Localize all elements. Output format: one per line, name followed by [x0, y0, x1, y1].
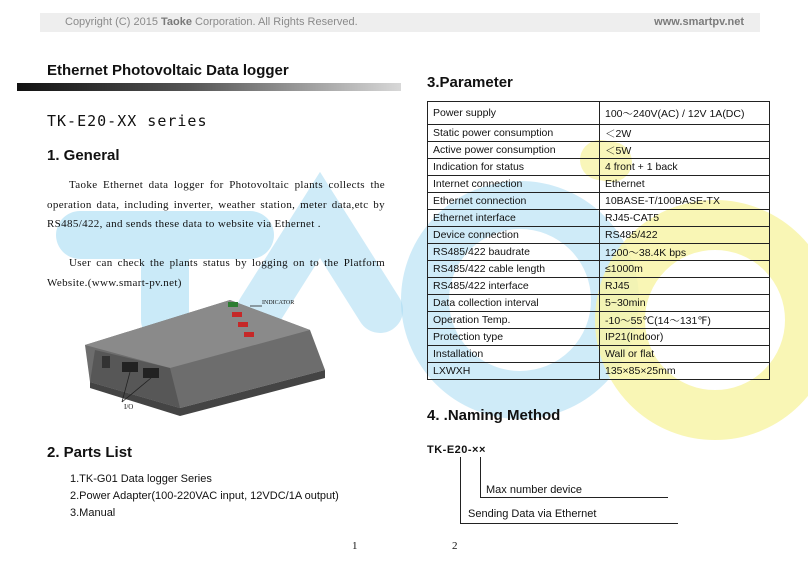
parameter-row	[428, 312, 770, 329]
page-number-left: 1	[352, 540, 358, 552]
parameter-value: ＜5W	[600, 142, 770, 159]
parameter-name: Ethernet interface	[428, 210, 600, 227]
parameter-value: 1200～38.4K bps	[600, 244, 770, 261]
naming-line-sending-vertical	[460, 457, 461, 523]
data-logger-image	[80, 290, 330, 416]
parameter-value: Wall or flat	[600, 346, 770, 363]
naming-line-max-horizontal	[480, 497, 668, 498]
parts-item-2: 2.Power Adapter(100-220VAC input, 12VDC/1A output)	[70, 490, 339, 502]
parameter-row	[428, 244, 770, 261]
parameter-value: 10BASE-T/100BASE-TX	[600, 193, 770, 210]
naming-line-sending-horizontal	[460, 523, 678, 524]
parameter-value: IP21(Indoor)	[600, 329, 770, 346]
parameter-heading: 3.Parameter	[427, 74, 513, 91]
parameter-name: Operation Temp.	[428, 312, 600, 329]
parameter-row	[428, 295, 770, 312]
parameter-row	[428, 210, 770, 227]
parameter-value: 135×85×25mm	[600, 363, 770, 380]
brand-name: Taoke	[161, 16, 192, 28]
website-link[interactable]: www.smartpv.net	[654, 16, 744, 28]
parameter-row	[428, 278, 770, 295]
parameter-row	[428, 193, 770, 210]
parts-heading: 2. Parts List	[47, 444, 133, 461]
copyright-text: Copyright (C) 2015 Taoke Corporation. All Rights Reserved.	[65, 16, 358, 28]
parameter-value: ≤1000m	[600, 261, 770, 278]
title-divider	[17, 83, 401, 91]
parameter-name: Ethernet connection	[428, 193, 600, 210]
parameter-name: Device connection	[428, 227, 600, 244]
naming-line-max-vertical	[480, 457, 481, 497]
parameter-name: RS485/422 cable length	[428, 261, 600, 278]
document-title: Ethernet Photovoltaic Data logger	[47, 62, 289, 79]
page-header	[40, 13, 760, 32]
parameter-row	[428, 227, 770, 244]
parameter-row	[428, 176, 770, 193]
parameter-value: RJ45-CAT5	[600, 210, 770, 227]
parameter-value: RS485/422	[600, 227, 770, 244]
parameter-name: Indication for status	[428, 159, 600, 176]
parameter-row	[428, 363, 770, 380]
parameter-value: 100～240V(AC) / 12V 1A(DC)	[600, 102, 770, 125]
parts-item-3: 3.Manual	[70, 507, 116, 519]
parameter-value: RJ45	[600, 278, 770, 295]
general-paragraph-2: User can check the plants status by logging on to the Platform Website.(www.smart-pv.net)	[47, 257, 385, 289]
naming-heading: 4. .Naming Method	[427, 407, 561, 424]
parameter-name: RS485/422 interface	[428, 278, 600, 295]
parameter-row	[428, 142, 770, 159]
parameter-name: Installation	[428, 346, 600, 363]
general-paragraph-1: Taoke Ethernet data logger for Photovoltaic plants collects the operation data, including inverter, weather station, meter data,etc by RS485/422, and sends these data to website via Ethernet .	[47, 179, 385, 230]
parameter-value: -10～55℃(14～131℉)	[600, 312, 770, 329]
page-number-right: 2	[452, 540, 458, 552]
parameter-row	[428, 261, 770, 278]
parameter-name: Internet connection	[428, 176, 600, 193]
parameter-value: 4 front + 1 back	[600, 159, 770, 176]
naming-code: TK-E20-××	[427, 444, 486, 456]
parameter-row	[428, 125, 770, 142]
parameter-value: 5~30min	[600, 295, 770, 312]
parameter-name: Power supply	[428, 102, 600, 125]
parameter-name: Static power consumption	[428, 125, 600, 142]
io-label: I/O	[124, 403, 134, 411]
parameter-name: RS485/422 baudrate	[428, 244, 600, 261]
naming-sending-label: Sending Data via Ethernet	[468, 508, 597, 520]
parameter-value: Ethernet	[600, 176, 770, 193]
parameter-name: Protection type	[428, 329, 600, 346]
parameter-table	[427, 101, 770, 380]
parameter-row	[428, 102, 770, 125]
parameter-row	[428, 346, 770, 363]
parameter-value: ＜2W	[600, 125, 770, 142]
parameter-row	[428, 329, 770, 346]
indicator-label: INDICATOR	[262, 300, 295, 306]
parameter-name: Active power consumption	[428, 142, 600, 159]
parameter-name: LXWXH	[428, 363, 600, 380]
series-title: TK-E20-XX series	[47, 112, 208, 130]
parts-item-1: 1.TK-G01 Data logger Series	[70, 473, 212, 485]
parameter-row	[428, 159, 770, 176]
general-heading: 1. General	[47, 147, 120, 164]
naming-max-label: Max number device	[486, 484, 582, 496]
parameter-name: Data collection interval	[428, 295, 600, 312]
